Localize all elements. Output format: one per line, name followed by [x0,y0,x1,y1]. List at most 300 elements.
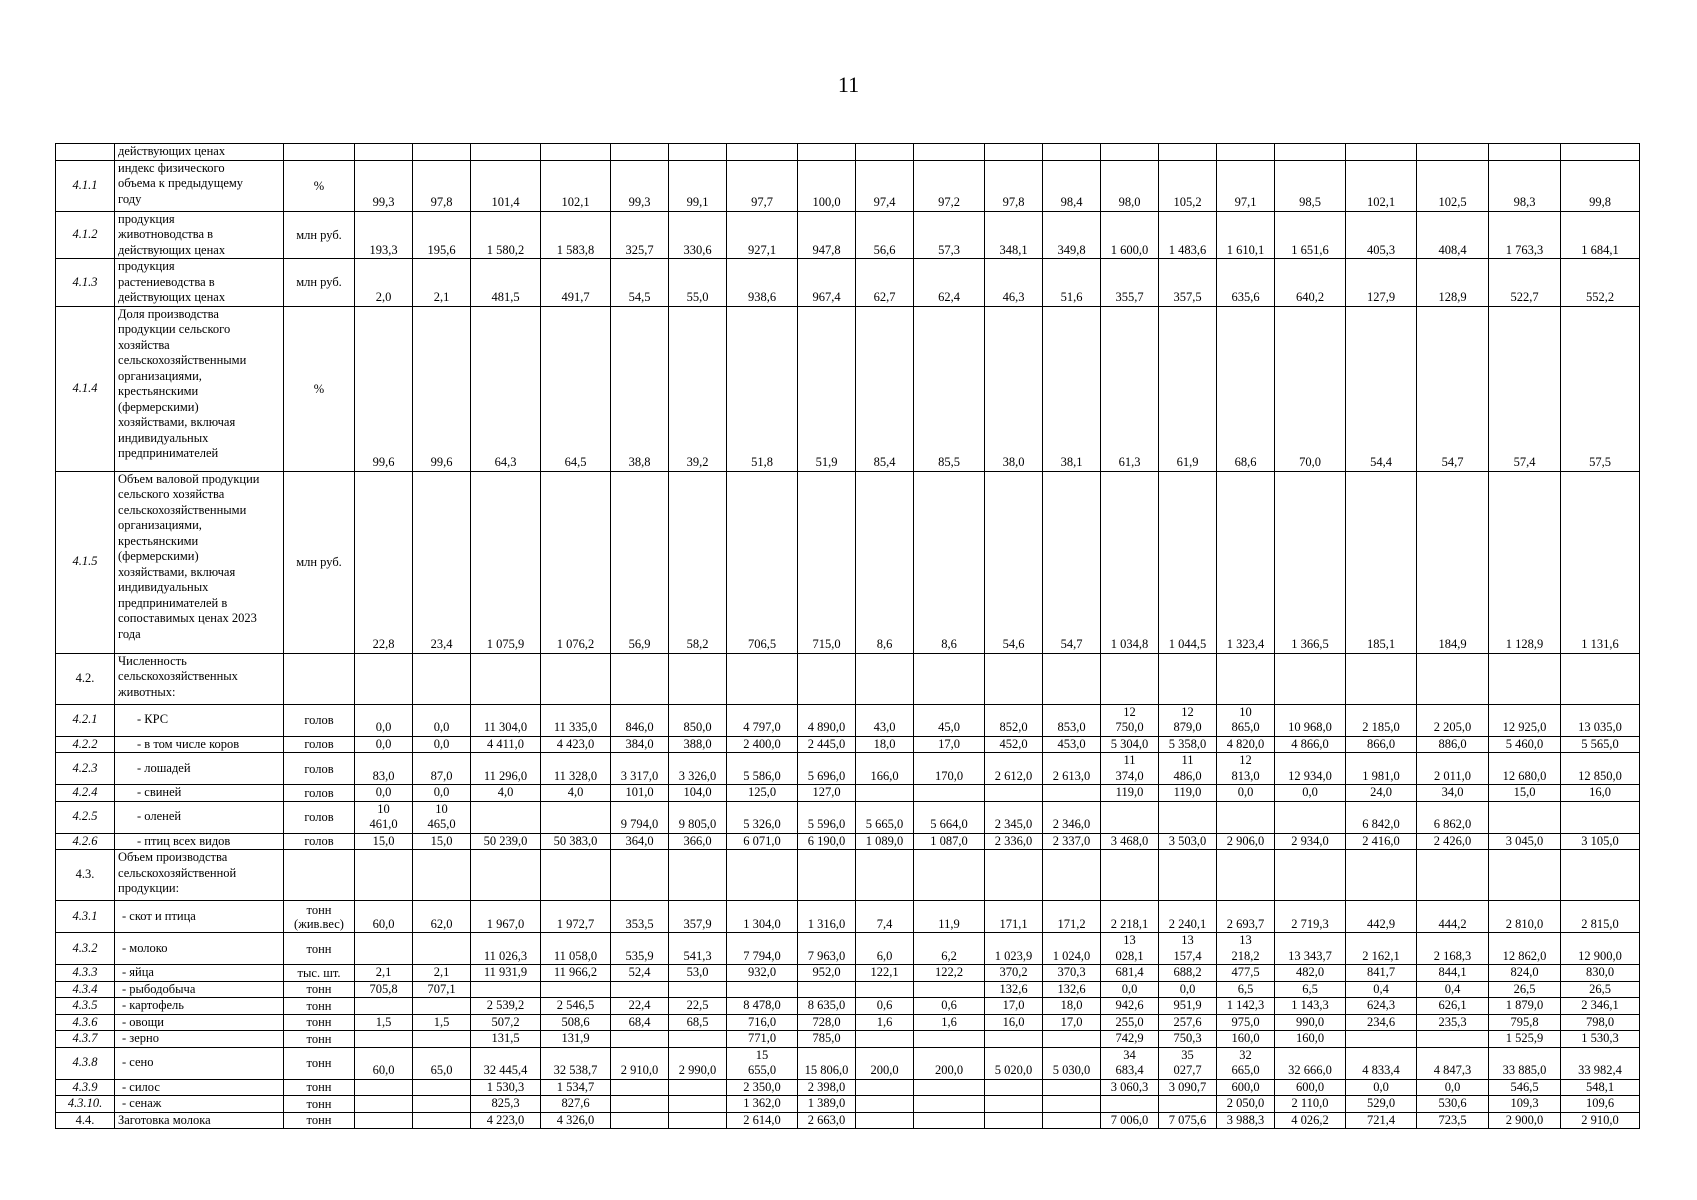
value-cell: 640,2 [1275,259,1346,307]
value-cell [914,1112,985,1129]
value-cell: 357,9 [669,901,727,933]
value-cell: 715,0 [798,471,856,653]
row-number: 4.3.10. [56,1096,115,1113]
value-cell: 2 011,0 [1417,753,1489,785]
unit-cell [284,144,355,161]
value-cell: 16,0 [1561,785,1640,802]
value-cell [914,144,985,161]
unit-cell [284,850,355,901]
value-cell: 952,0 [798,965,856,982]
value-cell: 846,0 [611,704,669,736]
value-cell: 990,0 [1275,1014,1346,1031]
value-cell: 5 030,0 [1043,1047,1101,1079]
value-cell: 0,4 [1346,981,1417,998]
value-cell [856,653,914,704]
value-cell: 62,0 [413,901,471,933]
value-cell: 18,0 [856,736,914,753]
row-number: 4.2.1 [56,704,115,736]
value-cell [1417,850,1489,901]
value-cell: 2 810,0 [1489,901,1561,933]
value-cell: 98,3 [1489,160,1561,211]
value-cell: 852,0 [985,704,1043,736]
value-cell: 2 613,0 [1043,753,1101,785]
value-cell: 5 586,0 [727,753,798,785]
value-cell: 8,6 [914,471,985,653]
value-cell: 728,0 [798,1014,856,1031]
value-cell: 99,3 [355,160,413,211]
unit-cell: тонн [284,933,355,965]
value-cell: 9 794,0 [611,801,669,833]
value-cell: 61,3 [1101,306,1159,471]
value-cell: 11 486,0 [1159,753,1217,785]
value-cell: 10 968,0 [1275,704,1346,736]
table-row [56,801,1640,833]
value-cell: 9 805,0 [669,801,727,833]
value-cell: 60,0 [355,1047,413,1079]
value-cell: 4 411,0 [471,736,541,753]
value-cell [1217,801,1275,833]
value-cell: 185,1 [1346,471,1417,653]
value-cell [856,981,914,998]
unit-cell: тонн [284,1031,355,1048]
value-cell: 3 090,7 [1159,1079,1217,1096]
value-cell: 24,0 [1346,785,1417,802]
value-cell: 128,9 [1417,259,1489,307]
value-cell [1346,144,1417,161]
value-cell: 6,5 [1275,981,1346,998]
value-cell: 57,3 [914,211,985,259]
value-cell: 257,6 [1159,1014,1217,1031]
indicator-name: - силос [115,1079,284,1096]
value-cell [355,998,413,1015]
value-cell: 13 157,4 [1159,933,1217,965]
value-cell: 104,0 [669,785,727,802]
value-cell: 2 546,5 [541,998,611,1015]
value-cell: 12 813,0 [1217,753,1275,785]
value-cell: 166,0 [856,753,914,785]
value-cell: 1,6 [856,1014,914,1031]
value-cell [541,144,611,161]
value-cell [856,1096,914,1113]
value-cell [1159,144,1217,161]
value-cell: 3 503,0 [1159,833,1217,850]
value-cell [1561,653,1640,704]
value-cell [355,933,413,965]
indicators-table [55,143,1640,1129]
value-cell [1346,850,1417,901]
value-cell: 54,5 [611,259,669,307]
value-cell: 39,2 [669,306,727,471]
value-cell: 4 026,2 [1275,1112,1346,1129]
value-cell: 4 866,0 [1275,736,1346,753]
value-cell [1561,850,1640,901]
value-cell: 51,9 [798,306,856,471]
table-row [56,833,1640,850]
value-cell: 2 934,0 [1275,833,1346,850]
indicator-name: - птиц всех видов [115,833,284,850]
value-cell: 938,6 [727,259,798,307]
value-cell: 54,7 [1417,306,1489,471]
value-cell: 529,0 [1346,1096,1417,1113]
value-cell: 2 346,0 [1043,801,1101,833]
value-cell [413,1096,471,1113]
value-cell: 442,9 [1346,901,1417,933]
value-cell: 366,0 [669,833,727,850]
value-cell: 56,6 [856,211,914,259]
value-cell [798,850,856,901]
value-cell [1101,653,1159,704]
value-cell [413,850,471,901]
row-number: 4.3.8 [56,1047,115,1079]
value-cell: 3 468,0 [1101,833,1159,850]
value-cell: 2 719,3 [1275,901,1346,933]
indicator-name: - сенаж [115,1096,284,1113]
indicator-name: Заготовка молока [115,1112,284,1129]
indicator-name: Объем производства сельскохозяйственной продукции: [115,850,284,901]
value-cell [985,1079,1043,1096]
value-cell: 2 398,0 [798,1079,856,1096]
value-cell: 4 820,0 [1217,736,1275,753]
value-cell: 12 850,0 [1561,753,1640,785]
value-cell: 4,0 [471,785,541,802]
value-cell: 7 963,0 [798,933,856,965]
value-cell [413,1112,471,1129]
value-cell: 12 750,0 [1101,704,1159,736]
value-cell: 43,0 [856,704,914,736]
value-cell: 408,4 [1417,211,1489,259]
unit-cell: тонн [284,1079,355,1096]
value-cell: 1 142,3 [1217,998,1275,1015]
value-cell: 825,3 [471,1096,541,1113]
value-cell: 2 612,0 [985,753,1043,785]
value-cell: 11 296,0 [471,753,541,785]
value-cell [798,144,856,161]
value-cell: 477,5 [1217,965,1275,982]
unit-cell: голов [284,753,355,785]
value-cell: 2 400,0 [727,736,798,753]
value-cell: 101,4 [471,160,541,211]
value-cell: 1 034,8 [1101,471,1159,653]
value-cell: 0,0 [355,785,413,802]
value-cell [611,1112,669,1129]
value-cell: 5 326,0 [727,801,798,833]
value-cell: 600,0 [1275,1079,1346,1096]
value-cell: 2 693,7 [1217,901,1275,933]
value-cell: 6 071,0 [727,833,798,850]
unit-cell: млн руб. [284,471,355,653]
value-cell: 4,0 [541,785,611,802]
value-cell [856,1031,914,1048]
value-cell: 4 326,0 [541,1112,611,1129]
table-row [56,933,1640,965]
value-cell: 3 317,0 [611,753,669,785]
value-cell: 184,9 [1417,471,1489,653]
value-cell: 0,0 [1101,981,1159,998]
value-cell [611,653,669,704]
value-cell [856,144,914,161]
value-cell [669,981,727,998]
value-cell: 1 362,0 [727,1096,798,1113]
value-cell: 64,5 [541,306,611,471]
value-cell [1417,1031,1489,1048]
value-cell: 1 525,9 [1489,1031,1561,1048]
value-cell: 0,0 [1346,1079,1417,1096]
value-cell: 22,4 [611,998,669,1015]
indicator-name: Численность сельскохозяйственных животных: [115,653,284,704]
value-cell: 0,4 [1417,981,1489,998]
value-cell: 2 990,0 [669,1047,727,1079]
value-cell: 507,2 [471,1014,541,1031]
row-number: 4.2.6 [56,833,115,850]
indicator-name: действующих ценах [115,144,284,161]
table-row [56,259,1640,307]
row-number: 4.3.5 [56,998,115,1015]
value-cell [1043,144,1101,161]
value-cell: 46,3 [985,259,1043,307]
value-cell: 53,0 [669,965,727,982]
value-cell: 4 423,0 [541,736,611,753]
value-cell: 64,3 [471,306,541,471]
value-cell: 34 683,4 [1101,1047,1159,1079]
value-cell: 34,0 [1417,785,1489,802]
indicator-name: - скот и птица [115,901,284,933]
value-cell: 546,5 [1489,1079,1561,1096]
value-cell [1417,653,1489,704]
table-row [56,1079,1640,1096]
value-cell: 1 089,0 [856,833,914,850]
value-cell: 51,8 [727,306,798,471]
value-cell: 357,5 [1159,259,1217,307]
value-cell: 12 900,0 [1561,933,1640,965]
value-cell [1101,1096,1159,1113]
value-cell [856,850,914,901]
table-row [56,306,1640,471]
value-cell [914,653,985,704]
value-cell: 51,6 [1043,259,1101,307]
value-cell: 57,4 [1489,306,1561,471]
value-cell [1159,653,1217,704]
value-cell [798,653,856,704]
value-cell: 688,2 [1159,965,1217,982]
value-cell: 0,0 [1275,785,1346,802]
row-number: 4.3.3 [56,965,115,982]
value-cell [355,1079,413,1096]
value-cell [1561,144,1640,161]
value-cell [798,981,856,998]
value-cell: 742,9 [1101,1031,1159,1048]
value-cell: 13 218,2 [1217,933,1275,965]
value-cell [669,144,727,161]
value-cell: 99,6 [355,306,413,471]
value-cell [611,1031,669,1048]
value-cell: 11 966,2 [541,965,611,982]
row-number: 4.1.3 [56,259,115,307]
value-cell: 482,0 [1275,965,1346,982]
indicator-name: - КРС [115,704,284,736]
value-cell: 2 350,0 [727,1079,798,1096]
value-cell: 22,5 [669,998,727,1015]
value-cell [914,850,985,901]
value-cell [856,1112,914,1129]
value-cell: 98,0 [1101,160,1159,211]
page-number: 11 [837,72,860,97]
value-cell: 109,3 [1489,1096,1561,1113]
value-cell: 60,0 [355,901,413,933]
value-cell: 444,2 [1417,901,1489,933]
value-cell: 33 885,0 [1489,1047,1561,1079]
value-cell: 2 815,0 [1561,901,1640,933]
row-number: 4.2.3 [56,753,115,785]
value-cell: 35 027,7 [1159,1047,1217,1079]
row-number: 4.4. [56,1112,115,1129]
value-cell: 200,0 [856,1047,914,1079]
value-cell: 5 664,0 [914,801,985,833]
value-cell: 2 614,0 [727,1112,798,1129]
indicator-name: продукция животноводства в действующих ценах [115,211,284,259]
value-cell: 26,5 [1489,981,1561,998]
row-number: 4.3.4 [56,981,115,998]
value-cell: 370,2 [985,965,1043,982]
value-cell [1043,1031,1101,1048]
value-cell: 7 075,6 [1159,1112,1217,1129]
value-cell: 119,0 [1101,785,1159,802]
value-cell [856,1079,914,1096]
value-cell: 785,0 [798,1031,856,1048]
value-cell [413,144,471,161]
value-cell: 3 326,0 [669,753,727,785]
value-cell: 11 335,0 [541,704,611,736]
row-number: 4.1.4 [56,306,115,471]
value-cell: 17,0 [914,736,985,753]
value-cell: 11 328,0 [541,753,611,785]
value-cell: 55,0 [669,259,727,307]
value-cell: 951,9 [1159,998,1217,1015]
value-cell: 97,8 [985,160,1043,211]
value-cell [727,653,798,704]
value-cell: 827,6 [541,1096,611,1113]
value-cell: 2 185,0 [1346,704,1417,736]
value-cell: 866,0 [1346,736,1417,753]
value-cell: 2 910,0 [611,1047,669,1079]
value-cell: 0,6 [856,998,914,1015]
value-cell: 2 426,0 [1417,833,1489,850]
table-row [56,471,1640,653]
value-cell: 56,9 [611,471,669,653]
value-cell [727,850,798,901]
value-cell: 131,9 [541,1031,611,1048]
value-cell [1043,653,1101,704]
value-cell [611,144,669,161]
value-cell: 705,8 [355,981,413,998]
value-cell: 2 539,2 [471,998,541,1015]
value-cell: 13 028,1 [1101,933,1159,965]
value-cell: 1 967,0 [471,901,541,933]
value-cell: 11 058,0 [541,933,611,965]
value-cell [1561,801,1640,833]
value-cell: 97,7 [727,160,798,211]
table-row [56,965,1640,982]
value-cell: 2 910,0 [1561,1112,1640,1129]
indicator-name: - яйца [115,965,284,982]
value-cell: 171,2 [1043,901,1101,933]
value-cell [541,981,611,998]
value-cell: 1 583,8 [541,211,611,259]
value-cell: 750,3 [1159,1031,1217,1048]
value-cell: 68,6 [1217,306,1275,471]
value-cell [1043,1079,1101,1096]
value-cell: 0,0 [1159,981,1217,998]
value-cell [1417,144,1489,161]
value-cell [669,850,727,901]
value-cell: 18,0 [1043,998,1101,1015]
value-cell: 255,0 [1101,1014,1159,1031]
row-number: 4.3.2 [56,933,115,965]
value-cell: 200,0 [914,1047,985,1079]
unit-cell: голов [284,833,355,850]
value-cell: 1 143,3 [1275,998,1346,1015]
value-cell: 99,8 [1561,160,1640,211]
unit-cell: голов [284,736,355,753]
value-cell: 2 345,0 [985,801,1043,833]
unit-cell: тонн [284,1047,355,1079]
value-cell: 32 538,7 [541,1047,611,1079]
value-cell: 2 162,1 [1346,933,1417,965]
row-number: 4.1.1 [56,160,115,211]
value-cell: 11 304,0 [471,704,541,736]
value-cell: 1 044,5 [1159,471,1217,653]
value-cell: 54,4 [1346,306,1417,471]
value-cell: 1 610,1 [1217,211,1275,259]
value-cell: 4 890,0 [798,704,856,736]
value-cell: 98,4 [1043,160,1101,211]
value-cell [985,785,1043,802]
value-cell: 170,0 [914,753,985,785]
value-cell: 1,5 [355,1014,413,1031]
unit-cell: тонн (жив.вес) [284,901,355,933]
table-row [56,1031,1640,1048]
value-cell [669,653,727,704]
unit-cell: голов [284,801,355,833]
value-cell [413,933,471,965]
value-cell [471,653,541,704]
value-cell [611,850,669,901]
indicator-name: - сено [115,1047,284,1079]
value-cell: 193,3 [355,211,413,259]
value-cell: 11 931,9 [471,965,541,982]
value-cell: 716,0 [727,1014,798,1031]
value-cell: 22,8 [355,471,413,653]
value-cell: 1 024,0 [1043,933,1101,965]
value-cell: 1 684,1 [1561,211,1640,259]
value-cell [355,144,413,161]
value-cell: 5 696,0 [798,753,856,785]
row-number: 4.3.9 [56,1079,115,1096]
value-cell: 2,1 [355,965,413,982]
unit-cell: % [284,306,355,471]
value-cell: 4 223,0 [471,1112,541,1129]
indicator-name: - овощи [115,1014,284,1031]
value-cell: 405,3 [1346,211,1417,259]
value-cell: 122,1 [856,965,914,982]
value-cell [1101,801,1159,833]
value-cell: 2 445,0 [798,736,856,753]
value-cell: 522,7 [1489,259,1561,307]
value-cell: 330,6 [669,211,727,259]
value-cell: 0,0 [1417,1079,1489,1096]
value-cell: 853,0 [1043,704,1101,736]
value-cell: 1 534,7 [541,1079,611,1096]
value-cell: 353,5 [611,901,669,933]
